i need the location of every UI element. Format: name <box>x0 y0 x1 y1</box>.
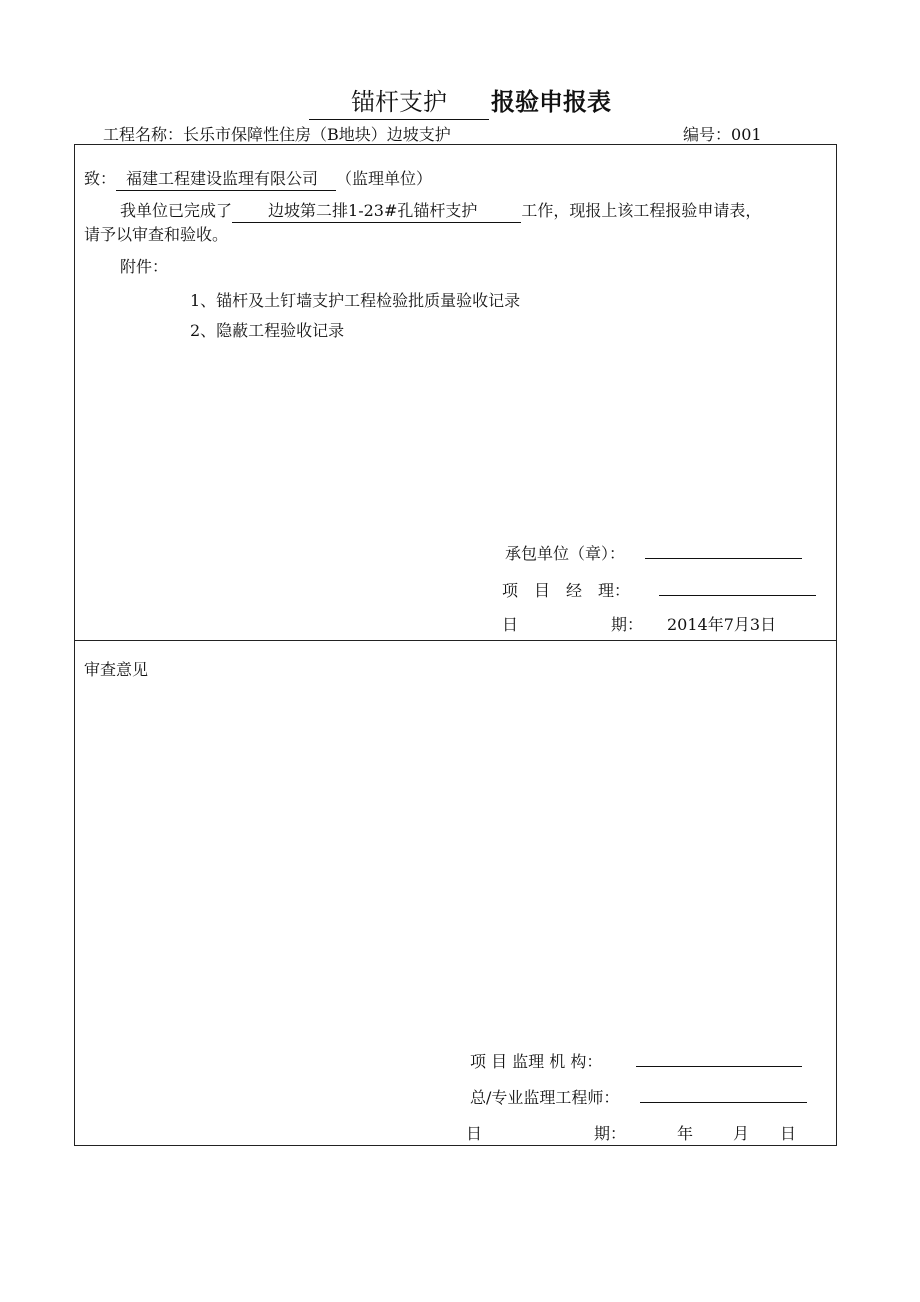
form-title <box>0 82 920 120</box>
project-name: 长乐市保障性住房（B地块）边坡支护 <box>183 125 451 144</box>
recipient-line <box>84 166 432 191</box>
agency-label: 项 目 监理 机 构： <box>470 1052 603 1071</box>
review-date-label-period: 期： <box>594 1124 627 1143</box>
number-value: 001 <box>731 125 762 144</box>
attachments-label: 附件： <box>120 257 169 276</box>
review-date-label-day: 日 <box>466 1124 483 1143</box>
project-name-line <box>103 122 451 145</box>
title-subject: 锚杆支护 <box>309 82 489 120</box>
application-date: 2014年7月3日 <box>667 615 777 634</box>
manager-signature-line <box>659 577 816 596</box>
review-label: 审查意见 <box>84 660 149 679</box>
review-date-day: 日 <box>780 1124 797 1143</box>
attachment-item: 2、隐蔽工程验收记录 <box>190 321 345 340</box>
date-label-period: 期： <box>611 615 644 634</box>
statement-suffix: 工作，现报上该工程报验申请表， <box>521 201 762 220</box>
contractor-label: 承包单位（章）： <box>505 544 626 563</box>
supervision-unit: 福建工程建设监理有限公司 <box>116 166 336 191</box>
to-suffix: （监理单位） <box>336 169 433 188</box>
to-label: 致： <box>84 169 117 188</box>
review-date-year: 年 <box>677 1124 694 1143</box>
project-label: 工程名称： <box>103 125 184 144</box>
manager-label: 项 目 经 理： <box>502 581 631 600</box>
contractor-signature-line <box>645 540 802 559</box>
agency-signature-line <box>636 1048 802 1067</box>
attachment-item: 1、锚杆及土钉墙支护工程检验批质量验收记录 <box>190 291 521 310</box>
section-divider <box>74 640 837 641</box>
title-main: 报验申报表 <box>491 88 611 116</box>
statement-line-1 <box>120 198 761 223</box>
engineer-label: 总/专业监理工程师： <box>470 1088 620 1107</box>
statement-prefix: 我单位已完成了 <box>120 201 233 220</box>
statement-line-2: 请予以审查和验收。 <box>84 225 229 244</box>
form-number <box>683 122 762 145</box>
engineer-signature-line <box>640 1084 807 1103</box>
review-date-month: 月 <box>733 1124 750 1143</box>
date-label-day: 日 <box>502 615 519 634</box>
completed-work: 边坡第二排1-23#孔锚杆支护 <box>232 198 521 223</box>
number-label: 编号： <box>683 125 732 144</box>
